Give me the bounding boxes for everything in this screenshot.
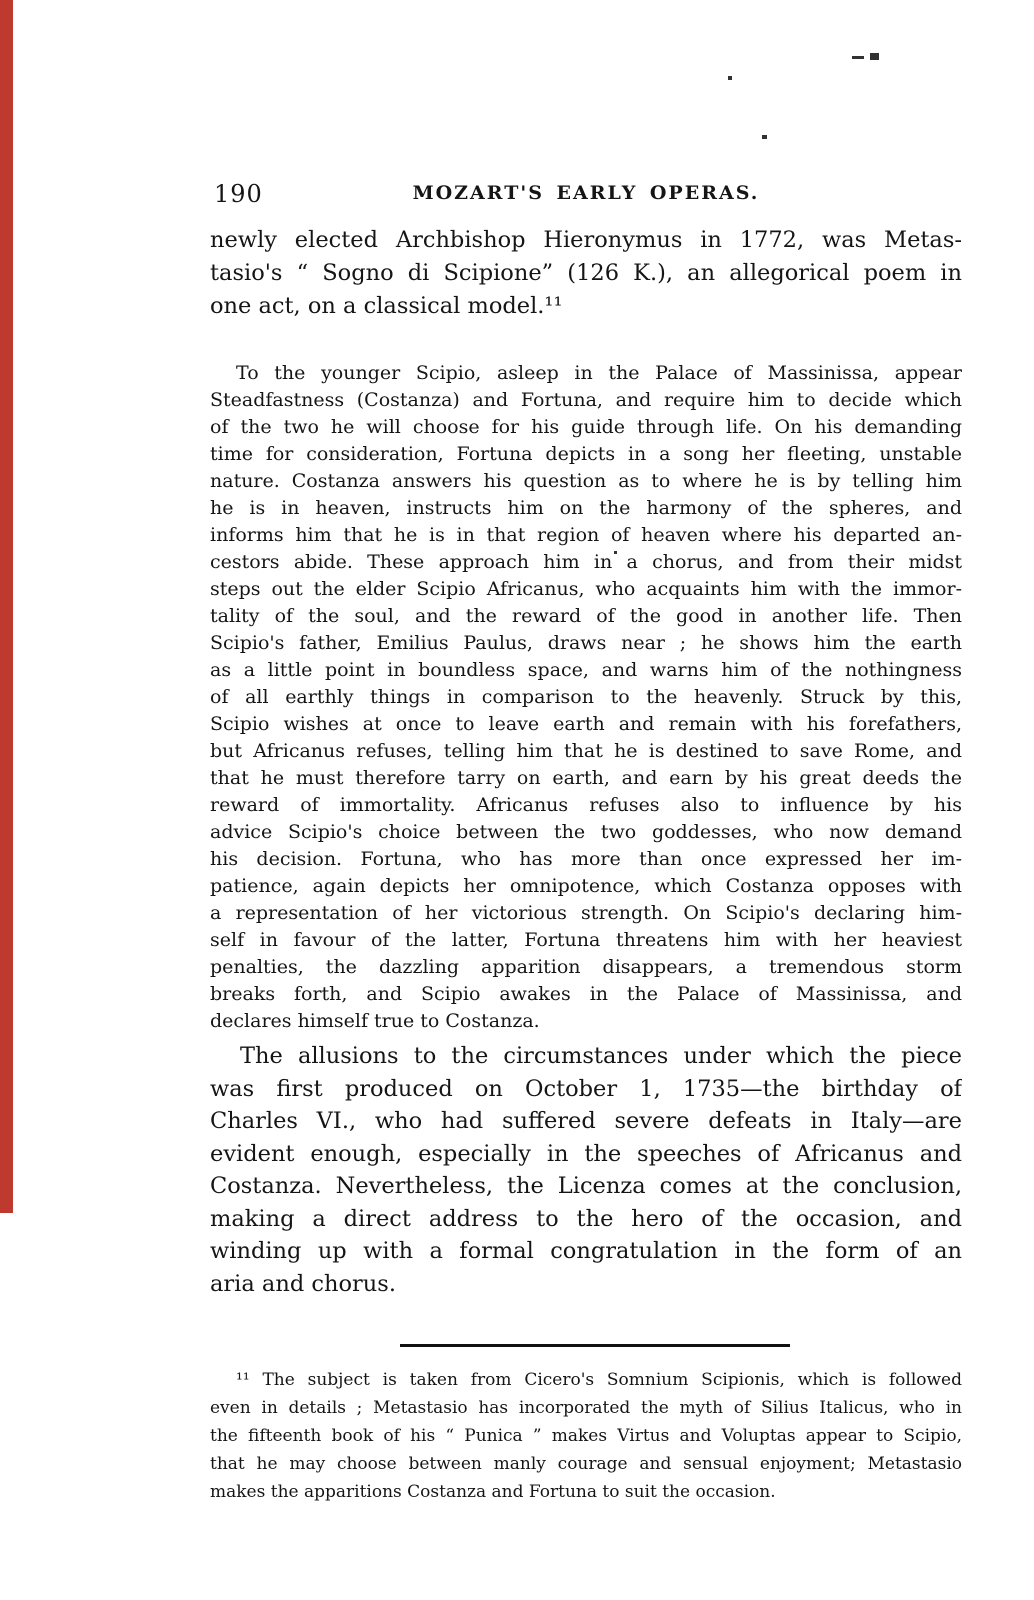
text-line: making a direct address to the hero of the occasion, and — [210, 1205, 962, 1232]
intro-paragraph — [210, 224, 962, 323]
discussion-paragraph — [210, 1040, 962, 1300]
text-line: self in favour of the latter, Fortuna threatens him with her heaviest — [210, 929, 962, 951]
text-line: as a little point in boundless space, and warns him of the nothingness — [210, 659, 962, 681]
text-line: ¹¹ The subject is taken from Cicero's Somnium Scipionis, which is followed — [236, 1370, 962, 1390]
text-line: penalties, the dazzling apparition disappears, a tremendous storm — [210, 956, 962, 978]
text-line: makes the apparitions Costanza and Fortuna to suit the occasion. — [210, 1482, 776, 1502]
book-edge-strip — [0, 0, 13, 1213]
text-line: tality of the soul, and the reward of the good in another life. Then — [210, 605, 962, 627]
text-line: a representation of her victorious strength. On Scipio's declaring him- — [210, 902, 962, 924]
text-line: that he must therefore tarry on earth, and earn by his great deeds the — [210, 767, 962, 789]
page-number: 190 — [214, 180, 263, 208]
text-line: he is in heaven, instructs him on the harmony of the spheres, and — [210, 497, 962, 519]
text-line: the fifteenth book of his “ Punica ” makes Virtus and Voluptas appear to Scipio, — [210, 1426, 962, 1446]
text-line: nature. Costanza answers his question as to where he is by telling him — [210, 470, 962, 492]
footnote — [210, 1366, 962, 1506]
text-line: steps out the elder Scipio Africanus, who acquaints him with the immor- — [210, 578, 962, 600]
text-line: Scipio's father, Emilius Paulus, draws near ; he shows him the earth — [210, 632, 962, 654]
text-line: breaks forth, and Scipio awakes in the Palace of Massinissa, and — [210, 983, 962, 1005]
text-line: one act, on a classical model.¹¹ — [210, 293, 563, 319]
text-line: aria and chorus. — [210, 1270, 396, 1297]
text-line: winding up with a formal congratulation in the form of an — [210, 1238, 962, 1264]
text-line: that he may choose between manly courage and sensual enjoyment; Metastasio — [210, 1454, 962, 1474]
text-line: To the younger Scipio, asleep in the Palace of Massinissa, appear — [236, 362, 962, 384]
scan-speck — [870, 53, 879, 60]
text-line: of all earthly things in comparison to the heavenly. Struck by this, — [210, 686, 962, 708]
running-title: MOZART'S EARLY OPERAS. — [412, 182, 760, 204]
text-line: was first produced on October 1, 1735—the birthday of — [210, 1075, 962, 1102]
text-line: declares himself true to Costanza. — [210, 1010, 540, 1032]
text-line: evident enough, especially in the speeches of Africanus and — [210, 1140, 962, 1167]
text-line: advice Scipio's choice between the two goddesses, who now demand — [210, 821, 962, 843]
text-line: Steadfastness (Costanza) and Fortuna, and require him to decide which — [210, 389, 962, 411]
text-line: tasio's “ Sogno di Scipione” (126 K.), an allegorical poem in — [210, 260, 962, 286]
text-line: his decision. Fortuna, who has more than once expressed her im- — [210, 848, 962, 870]
page-header — [210, 180, 962, 210]
footnote-divider-rule — [400, 1344, 790, 1347]
text-line: informs him that he is in that region of heaven where his departed an- — [210, 524, 962, 546]
text-line: Costanza. Nevertheless, the Licenza comes at the conclusion, — [210, 1173, 962, 1199]
scan-speck — [728, 76, 732, 80]
scan-speck — [762, 135, 767, 139]
text-line: but Africanus refuses, telling him that he is destined to save Rome, and — [210, 740, 962, 762]
text-line: newly elected Archbishop Hieronymus in 1772, was Metas- — [210, 227, 962, 253]
synopsis-paragraph — [210, 360, 962, 1035]
text-line: reward of immortality. Africanus refuses also to influence by his — [210, 794, 962, 816]
text-line: time for consideration, Fortuna depicts in a song her fleeting, unstable — [210, 443, 962, 465]
text-line: cestors abide. These approach him in a chorus, and from their midst — [210, 551, 962, 573]
text-line: Charles VI., who had suffered severe defeats in Italy—are — [210, 1108, 962, 1134]
text-line: even in details ; Metastasio has incorporated the myth of Silius Italicus, who in — [210, 1398, 962, 1418]
text-line: Scipio wishes at once to leave earth and remain with his forefathers, — [210, 713, 962, 735]
scan-speck — [852, 56, 864, 59]
text-line: patience, again depicts her omnipotence, which Costanza opposes with — [210, 875, 962, 897]
text-line: The allusions to the circumstances under which the piece — [240, 1043, 962, 1069]
text-line: of the two he will choose for his guide through life. On his demanding — [210, 416, 962, 438]
